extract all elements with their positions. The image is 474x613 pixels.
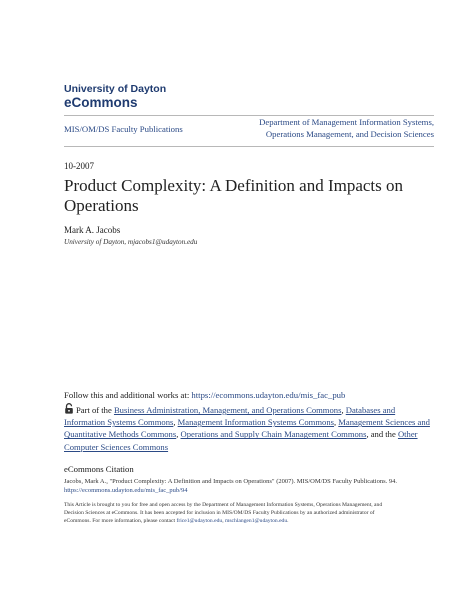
commons-link-other-cs[interactable]: Other Computer Sciences Commons [64,429,418,452]
separator: , [341,405,346,415]
collection-url-link[interactable]: https://ecommons.udayton.edu/mis_fac_pub [191,390,346,400]
top-divider [64,115,434,116]
citation-block [64,477,436,495]
follow-line [64,390,345,400]
separator: , [333,417,339,428]
repository-header [64,84,166,110]
access-notice [64,502,436,525]
notice-line-2: Decision Sciences at eCommons. It has been accepted for inclusion in MIS/OM/DS Faculty Publications by an authorized administrator of [64,509,375,516]
open-access-lock-icon [64,403,74,414]
collection-band [64,117,434,144]
contact-email-1[interactable]: frice1@udayton.edu [176,517,223,524]
email-separator: , [222,517,225,524]
separator: , [176,429,181,440]
commons-link-databases[interactable]: Databases and Information Systems Commons [64,405,396,428]
repository-name: eCommons [64,94,138,110]
citation-url-link[interactable]: https://ecommons.udayton.edu/mis_fac_pub/94 [64,487,188,494]
department-link[interactable] [214,117,434,140]
commons-link-business-admin[interactable]: Business Administration, Management, and Operations Commons [113,405,342,415]
separator-and-the: , and the [366,429,398,440]
notice-line-1: This Article is brought to you for free and open access by the Department of Management Information Systems, Operations Management, and [64,502,383,508]
commons-link-mis[interactable]: Management Information Systems Commons [177,417,334,428]
university-name: University of Dayton [64,83,167,95]
citation-heading: eCommons Citation [64,464,134,474]
contact-email-2[interactable]: mschlangen1@udayton.edu [224,517,288,524]
publication-date: 10-2007 [64,161,94,171]
separator: , [173,417,178,428]
notice-period: . [287,517,289,524]
author-name: Mark A. Jacobs [64,225,121,235]
commons-link-operations-supply-chain[interactable]: Operations and Supply Chain Management Commons [180,429,367,440]
commons-link-management-sciences[interactable]: Management Sciences and Quantitative Methods Commons [64,417,430,440]
department-line-1: Department of Management Information Systems, [259,117,434,127]
article-title: Product Complexity: A Definition and Impacts on Operations [64,176,404,215]
series-link[interactable]: MIS/OM/DS Faculty Publications [64,124,183,134]
follow-prefix: Follow this and additional works at: [64,390,192,400]
bottom-divider [64,146,434,147]
part-of-commons [64,403,438,453]
author-affiliation: University of Dayton, mjacobs1@udayton.edu [64,238,198,246]
notice-line-3: eCommons. For more information, please contact [64,517,177,524]
citation-text: Jacobs, Mark A., "Product Complexity: A Definition and Impacts on Operations" (2007). MIS/OM/DS Faculty Publications. 94. [64,478,397,485]
part-of-prefix: Part of the [76,405,114,415]
department-line-2: Operations Management, and Decision Sciences [265,128,434,139]
